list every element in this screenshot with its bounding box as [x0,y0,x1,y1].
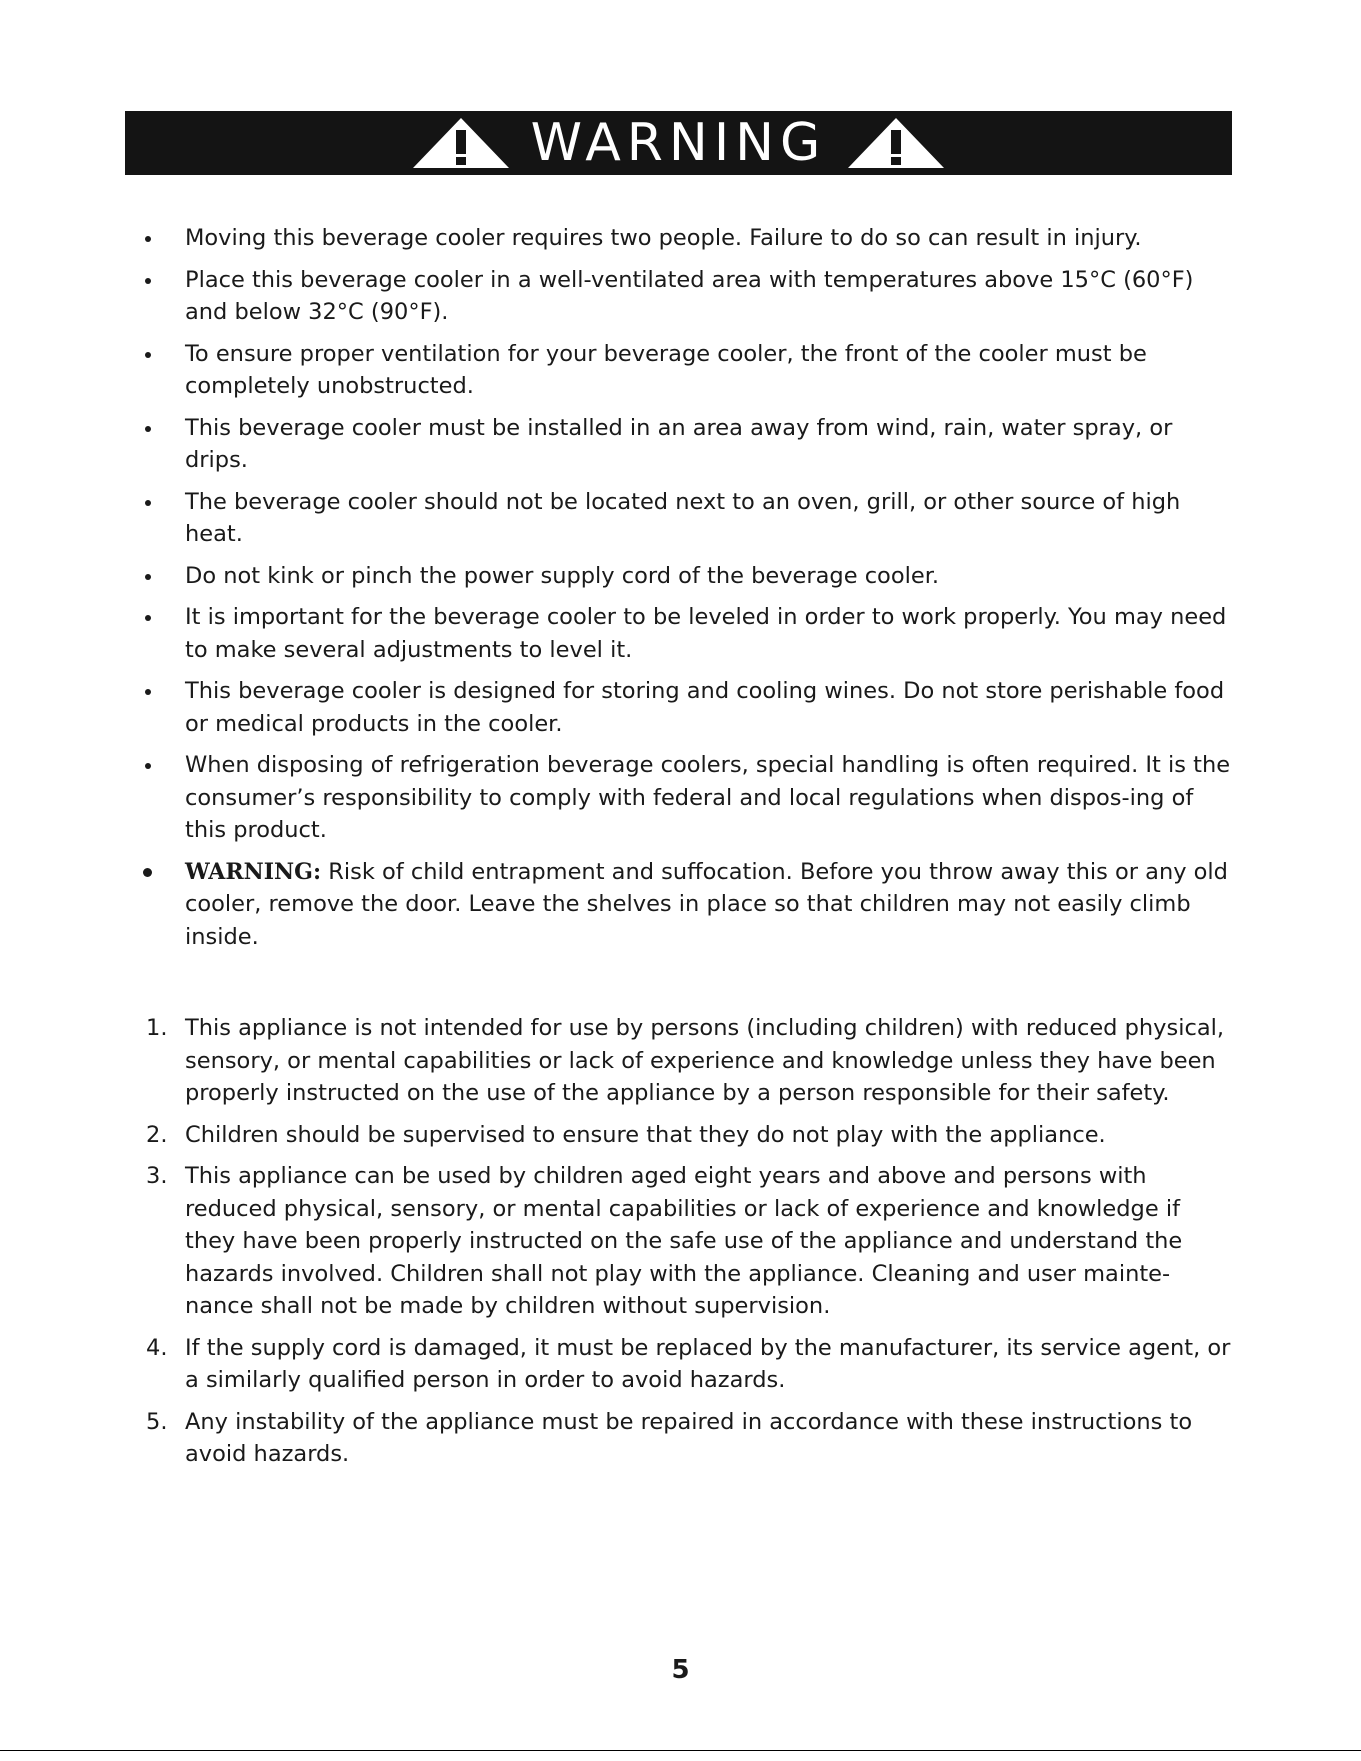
safety-numbered-list [142,1012,1232,1480]
bullet-text: Do not kink or pinch the power supply cord of the beverage cooler. [185,562,940,589]
bullet-item [142,412,1232,477]
bullet-dot [143,868,152,877]
bullet-dot [145,500,151,506]
bullet-item [142,601,1232,666]
bullet-text: Risk of child entrapment and suffocation. Before you throw away this or any old cooler, remove the door. Leave the shelves in place so that children may not easily climb inside. [185,858,1228,950]
bullet-text: When disposing of refrigeration beverage coolers, special handling is often required. It is the consumer’s responsibility to comply with federal and local regulations when dispos-ing of this product. [185,752,1231,843]
banner-title: WARNING [530,113,827,173]
bullet-item [142,749,1232,847]
bullet-text: To ensure proper ventilation for your beverage cooler, the front of the cooler must be completely unobstructed. [185,340,1147,399]
warning-triangle-icon [846,116,946,170]
bullet-dot [145,236,151,242]
bullet-text: Moving this beverage cooler requires two people. Failure to do so can result in injury. [185,225,1142,251]
bullet-dot [145,615,151,621]
page-number: 5 [671,1655,690,1685]
bullet-item [142,560,1232,593]
item-number: 4. [146,1334,168,1361]
warning-banner [125,111,1232,175]
bullet-dot [145,689,151,695]
warning-triangle-icon [411,116,511,170]
item-text: This appliance is not intended for use by persons (including children) with reduced physical, sensory, or mental capabilities or lack of experience and knowledge unless they have been properly instructed on the use of the appliance by a person responsible for their safety. [185,1015,1225,1106]
item-text: This appliance can be used by children aged eight years and above and persons with reduced physical, sensory, or mental capabilities or lack of experience and knowledge if they have been properly instructed on the safe use of the appliance and understand the hazards involved. Children shall not play with the appliance. Cleaning and user mainte-nance shall not be made by children without supervision. [185,1163,1183,1319]
item-number: 5. [146,1408,168,1435]
bullet-text: This beverage cooler is designed for storing and cooling wines. Do not store perishable food or medical products in the cooler. [185,678,1225,737]
numbered-item [142,1332,1232,1397]
bullet-item [142,338,1232,403]
bullet-item [142,486,1232,551]
warning-bullet-list [142,222,1232,962]
warning-label: WARNING: [185,858,322,885]
bullet-dot [145,763,151,769]
bullet-text: The beverage cooler should not be located next to an oven, grill, or other source of high heat. [185,488,1181,547]
bullet-text: Place this beverage cooler in a well-ventilated area with temperatures above 15°C (60°F) and below 32°C (90°F). [185,266,1194,325]
item-number: 3. [146,1163,168,1189]
numbered-item [142,1406,1232,1471]
numbered-item [142,1012,1232,1110]
numbered-item [142,1119,1232,1152]
item-text: Children should be supervised to ensure that they do not play with the appliance. [185,1121,1106,1148]
bullet-item [142,675,1232,740]
bullet-item [142,264,1232,329]
item-text: Any instability of the appliance must be repaired in accordance with these instructions to avoid hazards. [185,1408,1193,1467]
bullet-dot [145,278,151,284]
bullet-dot [145,426,151,432]
bullet-dot [145,574,151,580]
warning-bullet-item [142,856,1232,954]
bullet-item [142,222,1232,255]
footer-rule [0,1750,1361,1751]
item-number: 1. [146,1015,168,1041]
bullet-text: It is important for the beverage cooler to be leveled in order to work properly. You may need to make several adjustments to level it. [185,604,1227,663]
bullet-text: This beverage cooler must be installed in an area away from wind, rain, water spray, or drips. [185,414,1173,473]
bullet-dot [145,352,151,358]
numbered-item [142,1160,1232,1323]
item-number: 2. [146,1121,168,1148]
item-text: If the supply cord is damaged, it must be replaced by the manufacturer, its service agent, or a similarly qualified person in order to avoid hazards. [185,1334,1231,1393]
